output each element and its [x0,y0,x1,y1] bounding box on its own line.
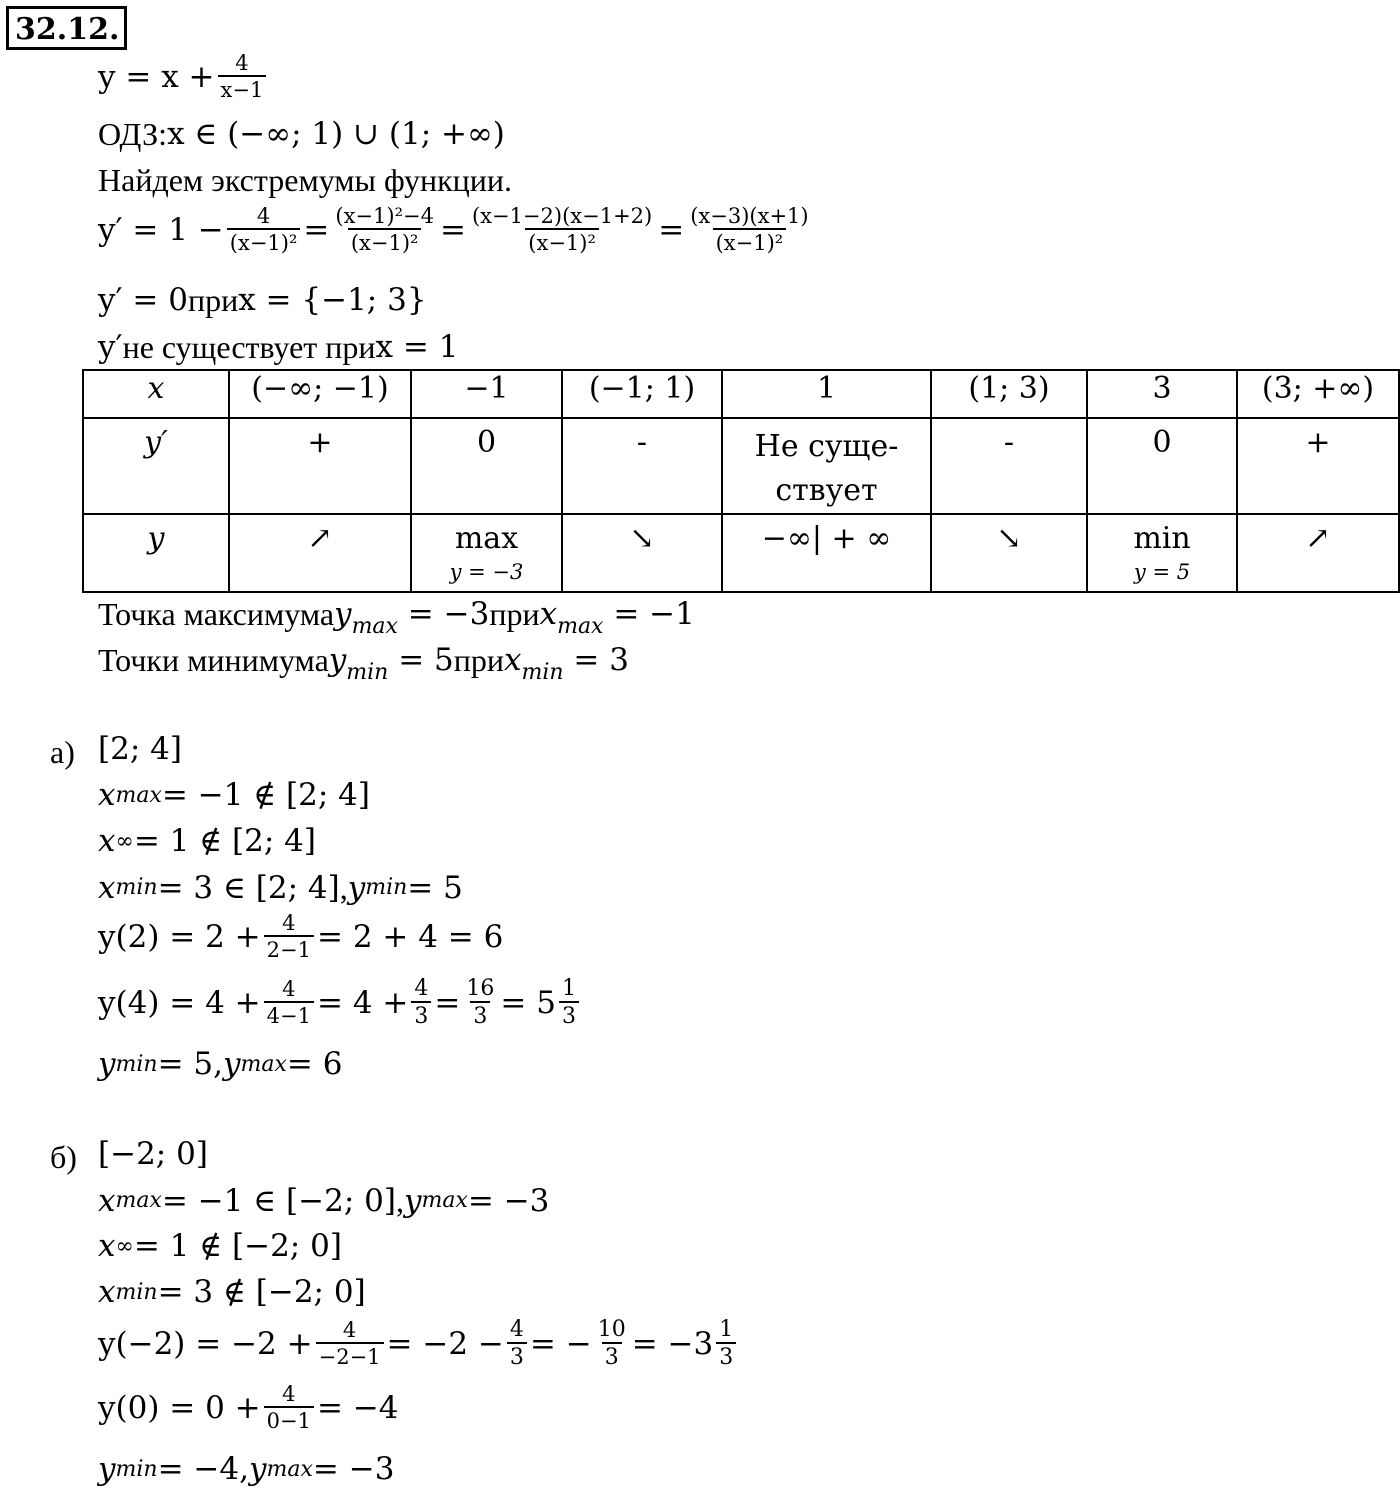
part-b-xinf: x ∞ = 1 ∉ [−2; 0] [98,1228,342,1264]
part-a-interval: [2; 4] [98,731,182,767]
table-cell: x [83,370,229,418]
table-cell: y′ [83,418,229,514]
subscript: min [521,659,564,685]
y-variable: y [328,641,347,678]
subscript: min [346,659,389,685]
derivative-lhs: y′ = 1 − [98,211,224,248]
x-variable: x [539,595,558,632]
table-cell: ↗ [1237,514,1399,592]
equals-sign: = [439,211,466,248]
min-point-word: при [453,642,505,678]
table-cell: (−1; 1) [562,370,722,418]
subscript: max [557,613,604,639]
max-x-value: = −1 [603,595,695,632]
function-fraction [218,52,267,102]
domain-line [98,115,505,152]
function-definition [98,52,269,102]
table-derivative-row [83,418,1399,514]
part-b-xmax: x max = −1 ∈ [−2; 0] , y max = −3 [98,1182,550,1219]
part-b-label: б) [50,1139,77,1175]
table-cell [1087,514,1237,592]
min-y-value: = 5 [388,641,454,678]
max-point-line [98,595,695,639]
not-exists-word: не существует при [122,329,376,365]
zeros-lhs: y′ = 0 [98,281,188,318]
part-a-xmin: x min = 3 ∈ [2; 4] , y min = 5 [98,869,463,906]
table-cell: (1; 3) [931,370,1087,418]
part-b-y-minus2: y(−2) = −2 + $\frac{4}{-2-1}$ = −2 − $\frac{4}{3}$ = − $\frac{10}{3}$ = −3 1 3 [98,1318,739,1370]
table-header-row [83,370,1399,418]
table-cell: 1 [722,370,931,418]
y-variable: y [334,595,352,632]
extrema-intro: Найдем экстремумы функции. [98,162,512,198]
sign-table [82,369,1400,593]
min-point-text: Точки минимума [98,642,329,678]
subscript: max [351,613,398,639]
max-value-note: y = −3 [449,560,524,584]
part-b-y0: y(0) = 0 + $\frac{4}{0-1}$ = −4 [98,1382,399,1434]
fraction-denominator: (x−1)² [713,228,787,255]
max-point-word: при [489,596,540,632]
table-cell: (3; +∞) [1237,370,1399,418]
min-x-value: = 3 [563,641,629,678]
part-a-result: y min = 5, y max = 6 [98,1046,343,1082]
derivative-fraction-1 [227,205,301,255]
table-cell: 3 [1087,370,1237,418]
function-lhs: y = x + [98,58,215,95]
part-a-label: а) [50,734,75,770]
derivative-fraction-2 [332,205,437,255]
x-variable: x [504,641,522,678]
derivative-fraction-3 [469,205,655,255]
table-cell: Не суще- ствует [722,418,931,514]
table-cell [411,514,562,592]
table-cell: (−∞; −1) [229,370,411,418]
zeros-rhs: x = {−1; 3} [238,281,427,318]
table-cell: ↗ [229,514,411,592]
fraction-denominator: (x−1)² [348,228,422,255]
table-cell: ↘ [931,514,1087,592]
table-cell: - [562,418,722,514]
part-a-y4: y(4) = 4 + $\frac{4}{4-1}$ = 4 + $\frac{4}{3}$ = $\frac{16}{3}$ = 5 1 3 [98,977,582,1029]
table-cell: + [229,418,411,514]
table-function-row [83,514,1399,592]
part-a-xmax: x max = −1 ∉ [2; 4] [98,777,370,813]
min-label: min [1133,521,1191,556]
fraction-denominator: x−1 [218,75,267,102]
derivative-fraction-4 [687,205,811,255]
part-a-y2: y(2) = 2 + $\frac{4}{2-1}$ = 2 + 4 = 6 [98,911,504,963]
table-cell: + [1237,418,1399,514]
fraction-denominator: (x−1)² [525,228,599,255]
fraction-numerator: (x−1)²−4 [335,204,434,228]
table-cell: −∞| + ∞ [722,514,931,592]
table-cell: - [931,418,1087,514]
not-exists-rhs: x = 1 [375,328,459,365]
derivative-zeros [98,281,427,318]
part-b-interval: [−2; 0] [98,1136,208,1172]
problem-number: 32.12. [6,6,127,50]
fraction-numerator: (x−1−2)(x−1+2) [471,204,653,228]
derivative-not-exists [98,328,459,365]
part-a-xinf: x ∞ = 1 ∉ [2; 4] [98,823,316,859]
min-value-note: y = 5 [1133,560,1191,584]
fraction-numerator: (x−3)(x+1) [690,204,809,228]
equals-sign: = [658,211,685,248]
zeros-word: при [187,282,239,318]
table-cell: 0 [411,418,562,514]
max-point-text: Точка максимума [98,596,335,632]
fraction-numerator: 4 [256,204,271,228]
fraction-denominator: (x−1)² [227,228,301,255]
fraction-numerator: 4 [235,51,249,75]
part-b-result: y min = −4, y max = −3 [98,1451,395,1487]
equals-sign: = [303,211,330,248]
table-cell: y [83,514,229,592]
table-cell: 0 [1087,418,1237,514]
table-cell: −1 [411,370,562,418]
max-y-value: = −3 [397,595,490,632]
table-cell: ↘ [562,514,722,592]
min-point-line [98,641,629,685]
part-b-xmin: x min = 3 ∉ [−2; 0] [98,1274,366,1310]
max-label: max [454,521,519,556]
not-exists-lhs: y′ [98,328,123,365]
domain-label: ОДЗ: [98,116,168,152]
domain-expression: x ∈ (−∞; 1) ∪ (1; +∞) [167,115,505,152]
derivative-line [98,205,815,255]
